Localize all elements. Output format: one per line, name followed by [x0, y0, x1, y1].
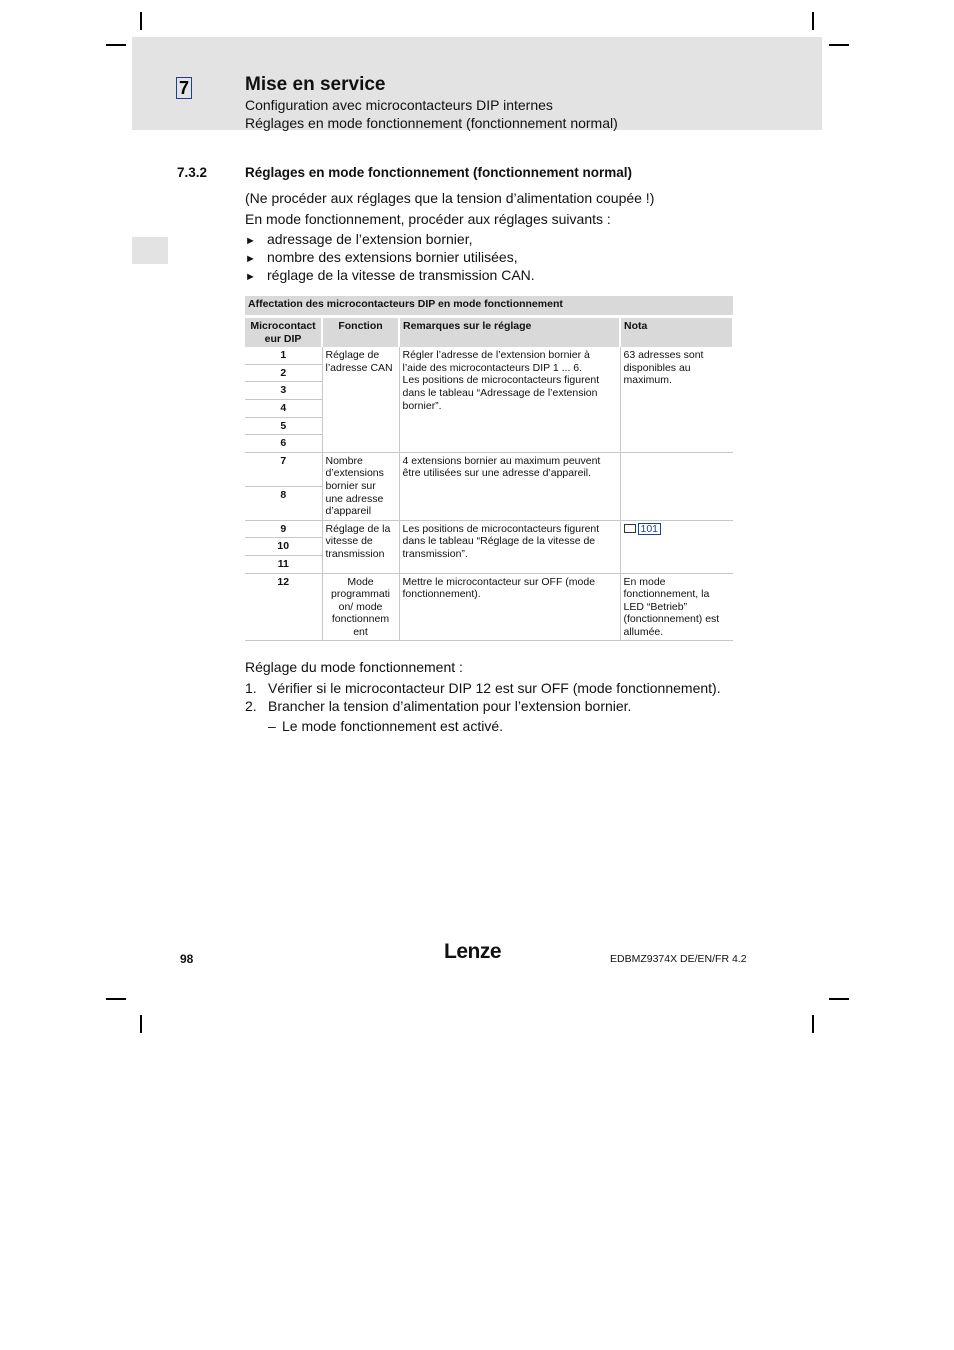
step-number: 2. — [245, 698, 257, 714]
dip-number: 12 — [245, 573, 322, 641]
fonction-text: Nombre d’extensions bornier sur une adresse d’appareil — [325, 454, 384, 518]
page-reference-link[interactable]: 101 — [638, 523, 662, 535]
dip-number: 9 — [245, 520, 322, 538]
step-number: 1. — [245, 680, 257, 696]
crop-mark — [829, 998, 849, 1000]
nota-text: En mode fonctionnement, la LED “Betrieb” (fonctionnement) est allumée. — [623, 575, 720, 638]
result-text: Le mode fonctionnement est activé. — [282, 718, 504, 734]
crop-mark — [812, 1015, 814, 1033]
dip-number: 8 — [245, 486, 322, 520]
intro-paragraph-2: En mode fonctionnement, procéder aux réglages suivants : — [245, 211, 611, 227]
column-header-dip: Microcontact eur DIP — [245, 317, 322, 348]
crop-mark — [106, 998, 126, 1000]
column-header-nota: Nota — [620, 317, 733, 348]
remarques-cell — [399, 452, 620, 520]
procedure-intro: Réglage du mode fonctionnement : — [245, 659, 463, 675]
dip-switch-table — [245, 296, 734, 641]
section-number: 7.3.2 — [177, 165, 208, 180]
bullet-arrow-icon: ► — [245, 253, 256, 265]
remarques-text: Les positions de microcontacteurs figurent dans le tableau “Réglage de la vitesse de transmission”. — [402, 522, 600, 560]
dip-number: 11 — [245, 555, 322, 573]
dip-number: 10 — [245, 538, 322, 556]
table-row — [245, 452, 733, 486]
step-item — [245, 698, 631, 714]
side-tab — [132, 237, 168, 264]
fonction-text: Mode programmati on/ mode fonctionnem ent — [331, 575, 390, 638]
list-item — [245, 249, 518, 265]
step-item — [245, 680, 721, 696]
table-row — [245, 347, 733, 364]
bullet-arrow-icon: ► — [245, 271, 256, 283]
crop-mark — [140, 1015, 142, 1033]
fonction-text: Réglage de l’adresse CAN — [325, 349, 393, 374]
intro-paragraph-1: (Ne procéder aux réglages que la tension d’alimentation coupée !) — [245, 190, 655, 206]
section-title: Réglages en mode fonctionnement (fonctionnement normal) — [245, 165, 633, 180]
header-subtitle-2: Réglages en mode fonctionnement (fonctionnement normal) — [245, 115, 618, 131]
step-result — [268, 718, 503, 734]
nota-text: 63 adresses sont disponibles au maximum. — [623, 349, 704, 387]
list-item-text: adressage de l’extension bornier, — [267, 231, 473, 247]
remarques-text: 4 extensions bornier au maximum peuvent être utilisées sur une adresse d’appareil. — [402, 454, 601, 480]
crop-mark — [829, 44, 849, 46]
dip-number: 5 — [245, 417, 322, 435]
dip-number: 1 — [245, 347, 322, 364]
fonction-cell — [322, 520, 399, 573]
table-header-row — [245, 317, 733, 348]
table-caption-row — [245, 296, 733, 317]
remarques-cell — [399, 573, 620, 641]
fonction-cell — [322, 452, 399, 520]
chapter-number-link[interactable]: 7 — [176, 77, 192, 99]
table-row — [245, 520, 733, 538]
nota-cell — [620, 520, 733, 573]
column-header-fonction: Fonction — [322, 317, 399, 348]
result-dash: – — [268, 718, 276, 734]
list-item-text: réglage de la vitesse de transmission CAN. — [267, 267, 535, 283]
remarques-cell — [399, 347, 620, 452]
document-id: EDBMZ9374X DE/EN/FR 4.2 — [610, 953, 747, 965]
crop-mark — [140, 12, 142, 30]
list-item — [245, 231, 472, 247]
remarques-text-2: Les positions de microcontacteurs figurent dans le tableau “Adressage de l’extension bornier”. — [402, 374, 600, 412]
dip-number: 2 — [245, 364, 322, 382]
step-text: Vérifier si le microcontacteur DIP 12 est sur OFF (mode fonctionnement). — [268, 680, 721, 696]
crop-mark — [106, 44, 126, 46]
dip-number: 4 — [245, 399, 322, 417]
table-row — [245, 573, 733, 641]
lenze-logo: Lenze — [444, 940, 502, 963]
bullet-arrow-icon: ► — [245, 235, 256, 247]
list-item — [245, 267, 535, 283]
remarques-cell — [399, 520, 620, 573]
page-number: 98 — [180, 952, 194, 966]
fonction-cell — [322, 573, 399, 641]
remarques-text: Régler l’adresse de l’extension bornier à l’aide des microcontacteurs DIP 1 ... 6. — [402, 349, 590, 374]
column-header-remarques: Remarques sur le réglage — [399, 317, 620, 348]
dip-number: 7 — [245, 452, 322, 486]
fonction-cell — [322, 347, 399, 452]
dip-number: 6 — [245, 435, 322, 453]
fonction-text: Réglage de la vitesse de transmission — [325, 522, 391, 560]
nota-cell — [620, 452, 733, 520]
remarques-text: Mettre le microcontacteur sur OFF (mode fonctionnement). — [402, 575, 596, 601]
header-subtitle-1: Configuration avec microcontacteurs DIP internes — [245, 97, 553, 113]
book-icon — [624, 524, 636, 533]
nota-cell — [620, 347, 733, 452]
step-text: Brancher la tension d’alimentation pour l’extension bornier. — [268, 698, 632, 714]
nota-cell — [620, 573, 733, 641]
dip-number: 3 — [245, 382, 322, 400]
table-caption: Affectation des microcontacteurs DIP en mode fonctionnement — [245, 296, 733, 317]
crop-mark — [812, 12, 814, 30]
list-item-text: nombre des extensions bornier utilisées, — [267, 249, 518, 265]
chapter-title: Mise en service — [245, 74, 386, 95]
